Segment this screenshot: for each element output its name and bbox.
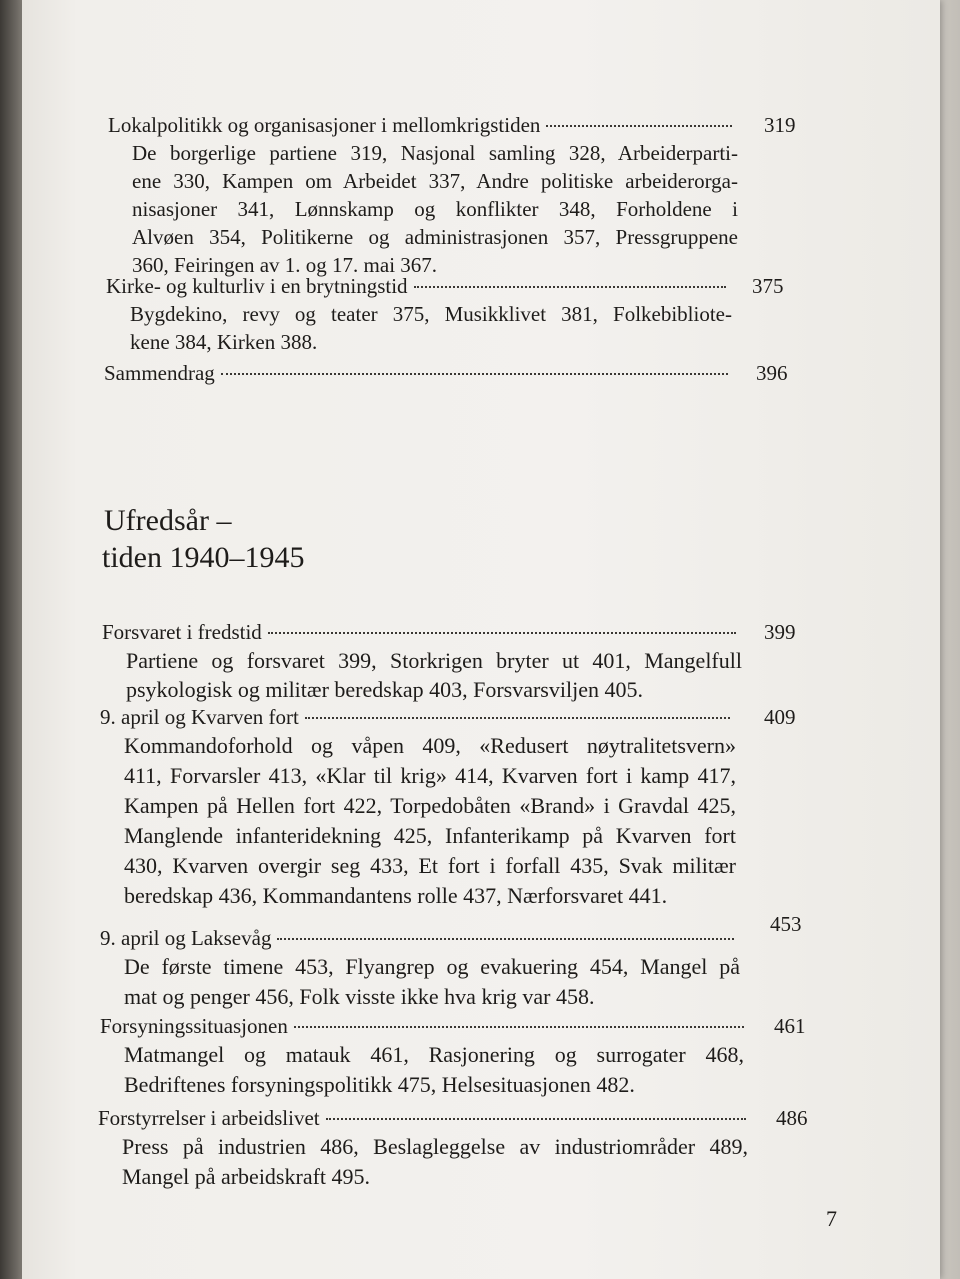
toc-entry-row <box>100 703 796 731</box>
toc-entry-subtopics <box>124 952 740 1012</box>
toc-entry-row <box>104 359 788 387</box>
dot-leader <box>546 125 732 127</box>
toc-entry-page: 453 <box>770 912 802 936</box>
dot-leader <box>326 1118 746 1120</box>
toc-entry-subtopics <box>130 300 732 356</box>
toc-entry-subtopics <box>124 1040 744 1100</box>
toc-entry-row <box>102 618 796 646</box>
toc-entry-title: Forstyrrelser i arbeidslivet <box>98 1106 320 1130</box>
section-heading-line2: tiden 1940–1945 <box>102 541 305 574</box>
dot-leader <box>221 373 728 375</box>
subtopic-line: beredskap 436, Kommandantens rolle 437, Nærforsvaret 441. <box>124 883 668 908</box>
subtopic-line: De første timene 453, Flyangrep og evakuering 454, Mangel på <box>124 954 740 979</box>
page-number: 7 <box>826 1206 837 1231</box>
toc-entry-subtopics <box>124 731 736 911</box>
toc-entry-row <box>100 912 802 952</box>
toc-entry-kirke <box>106 272 784 356</box>
toc-entry-row <box>100 1012 806 1040</box>
toc-entry-forstyrrelser <box>98 1104 808 1192</box>
toc-entry-title: Forsyningssituasjonen <box>100 1014 288 1038</box>
subtopic-line: De borgerlige partiene 319, Nasjonal samling 328, Arbeiderparti- <box>132 141 738 165</box>
book-page <box>22 0 940 1279</box>
subtopic-line: psykologisk og militær beredskap 403, Forsvarsviljen 405. <box>126 677 643 702</box>
toc-entry-subtopics <box>126 646 742 704</box>
toc-entry-title: Kirke- og kulturliv i en brytningstid <box>106 274 408 298</box>
toc-entry-title: Forsvaret i fredstid <box>102 620 262 644</box>
toc-entry-page: 461 <box>774 1014 806 1038</box>
toc-entry-row <box>106 272 784 300</box>
toc-entry-sammendrag <box>104 359 788 387</box>
toc-entry-kvarven <box>100 703 796 911</box>
toc-entry-page: 409 <box>764 705 796 729</box>
subtopic-line: 430, Kvarven overgir seg 433, Et fort i forfall 435, Svak militær <box>124 853 736 878</box>
subtopic-line: nisasjoner 341, Lønnskamp og konflikter 348, Forholdene i <box>132 197 738 221</box>
toc-entry-page: 399 <box>764 620 796 644</box>
toc-entry-forsvaret <box>102 618 796 704</box>
toc-entry-page: 375 <box>752 274 784 298</box>
dot-leader <box>268 632 736 634</box>
subtopic-line: kene 384, Kirken 388. <box>130 330 318 354</box>
toc-entry-subtopics <box>122 1132 748 1192</box>
subtopic-line: Bygdekino, revy og teater 375, Musikklivet 381, Folkebibliote- <box>130 302 732 326</box>
subtopic-line: 411, Forvarsler 413, «Klar til krig» 414, Kvarven fort i kamp 417, <box>124 763 736 788</box>
toc-entry-row <box>108 111 796 139</box>
dot-leader <box>414 286 726 288</box>
subtopic-line: Mangel på arbeidskraft 495. <box>122 1164 371 1189</box>
subtopic-line: Alvøen 354, Politikerne og administrasjonen 357, Pressgruppene <box>132 225 738 249</box>
dot-leader <box>305 717 730 719</box>
toc-entry-title: Lokalpolitikk og organisasjoner i mellomkrigstiden <box>108 113 541 137</box>
subtopic-line: Press på industrien 486, Beslagleggelse av industriområder 489, <box>122 1134 748 1159</box>
subtopic-line: Kommandoforhold og våpen 409, «Redusert nøytralitetsvern» <box>124 733 736 758</box>
subtopic-line: Kampen på Hellen fort 422, Torpedobåten «Brand» i Gravdal 425, <box>124 793 736 818</box>
toc-entry-title: Sammendrag <box>104 361 215 385</box>
toc-entry-laksevag <box>100 912 802 1012</box>
toc-entry-subtopics <box>132 139 738 279</box>
subtopic-line: Bedriftenes forsyningspolitikk 475, Helsesituasjonen 482. <box>124 1072 635 1097</box>
toc-entry-forsyning <box>100 1012 806 1100</box>
subtopic-line: mat og penger 456, Folk visste ikke hva krig var 458. <box>124 984 595 1009</box>
section-heading-line1: Ufredsår – <box>104 504 232 537</box>
subtopic-line: ene 330, Kampen om Arbeidet 337, Andre politiske arbeiderorga- <box>132 169 738 193</box>
toc-entry-row <box>98 1104 808 1132</box>
dot-leader <box>294 1026 744 1028</box>
toc-entry-title: 9. april og Laksevåg <box>100 926 272 950</box>
toc-entry-page: 319 <box>764 113 796 137</box>
book-spine-shadow <box>0 0 24 1279</box>
dot-leader <box>277 938 734 940</box>
toc-entry-lokalpolitikk <box>108 111 796 279</box>
toc-entry-title: 9. april og Kvarven fort <box>100 705 299 729</box>
toc-entry-page: 396 <box>756 361 788 385</box>
subtopic-line: Matmangel og matauk 461, Rasjonering og surrogater 468, <box>124 1042 744 1067</box>
subtopic-line: Partiene og forsvaret 399, Storkrigen bryter ut 401, Mangelfull <box>126 648 742 673</box>
subtopic-line: Manglende infanteridekning 425, Infanterikamp på Kvarven fort <box>124 823 736 848</box>
subtopic-line: 360, Feiringen av 1. og 17. mai 367. <box>132 253 438 277</box>
toc-entry-page: 486 <box>776 1106 808 1130</box>
